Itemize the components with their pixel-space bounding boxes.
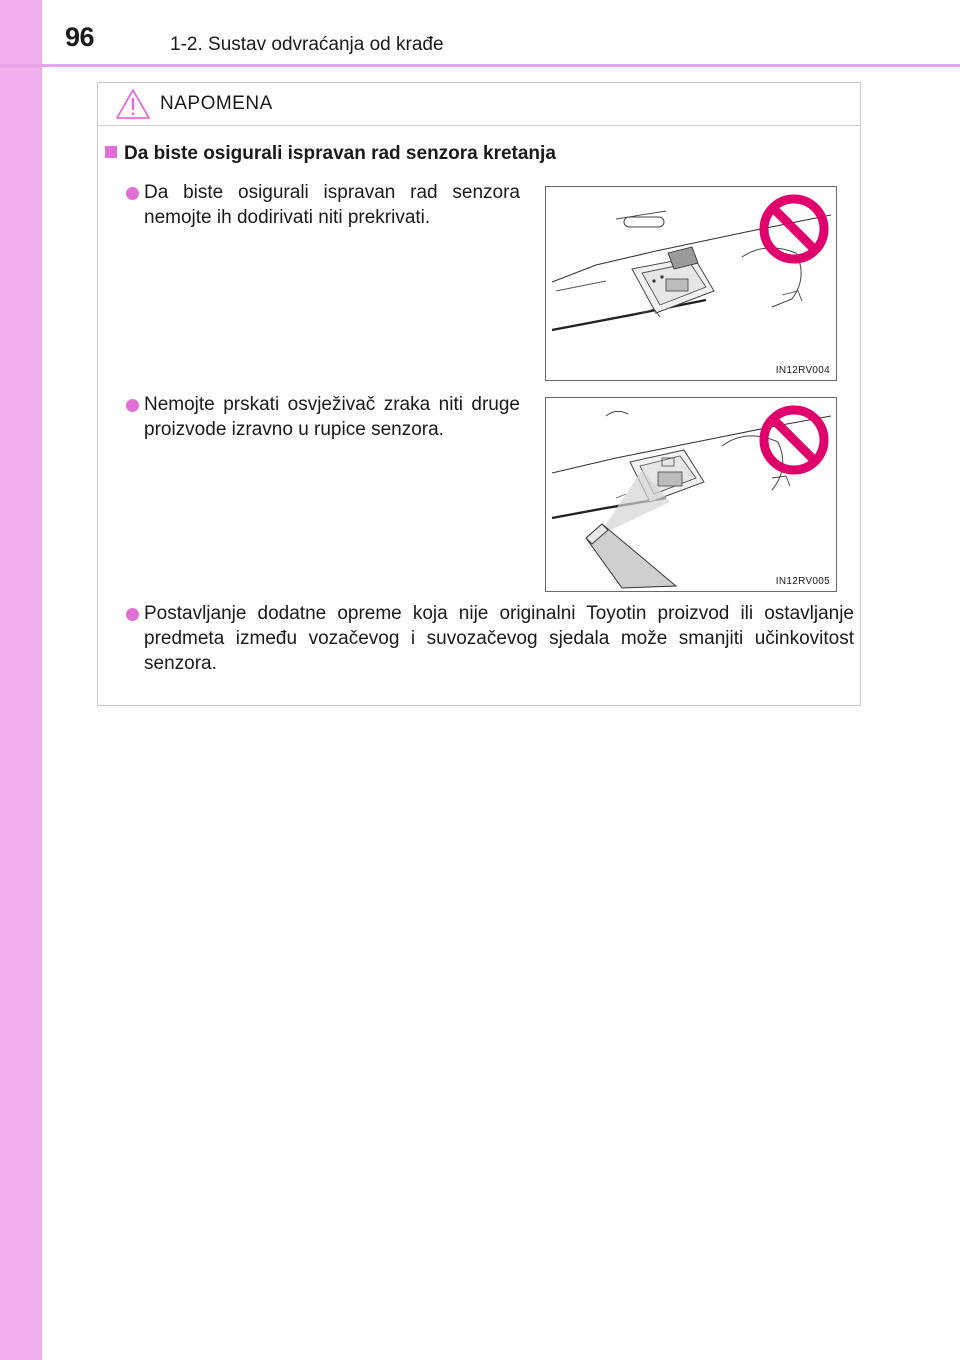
page-number: 96 bbox=[65, 22, 95, 52]
bullet-dot-icon bbox=[126, 187, 139, 200]
figure-code: IN12RV004 bbox=[775, 365, 830, 376]
figure-no-spray bbox=[545, 397, 837, 592]
square-bullet-icon bbox=[105, 146, 117, 158]
section-title: 1-2. Sustav odvraćanja od krađe bbox=[170, 34, 444, 55]
overhead-console-spray-illustration bbox=[546, 398, 837, 592]
warning-triangle-icon bbox=[114, 87, 152, 121]
list-item bbox=[144, 601, 854, 676]
list-item-text: Nemojte prskati osvježivač zraka niti druge proizvode izravno u rupice senzora. bbox=[144, 394, 520, 440]
note-subheading bbox=[105, 143, 556, 165]
list-item bbox=[144, 180, 520, 230]
subheading-text: Da biste osigurali ispravan rad senzora kretanja bbox=[124, 143, 556, 164]
overhead-console-illustration bbox=[546, 187, 837, 381]
figure-code: IN12RV005 bbox=[775, 576, 830, 587]
header-rule bbox=[0, 64, 960, 67]
note-title: NAPOMENA bbox=[160, 93, 273, 114]
figure-sensor-cover bbox=[545, 186, 837, 381]
bullet-dot-icon bbox=[126, 608, 139, 621]
note-box bbox=[97, 82, 861, 706]
prohibited-icon bbox=[764, 199, 824, 259]
list-item-text: Da biste osigurali ispravan rad senzora nemojte ih dodirivati niti prekrivati. bbox=[144, 182, 520, 228]
side-band bbox=[0, 0, 42, 1360]
note-header bbox=[98, 83, 860, 126]
bullet-dot-icon bbox=[126, 399, 139, 412]
list-item bbox=[144, 392, 520, 442]
list-item-text: Postavljanje dodatne opreme koja nije originalni Toyotin proizvod ili ostavljanje predmeta između vozačevog i suvozačevog sjedala može smanjiti učinkovitost senzora. bbox=[144, 603, 854, 674]
